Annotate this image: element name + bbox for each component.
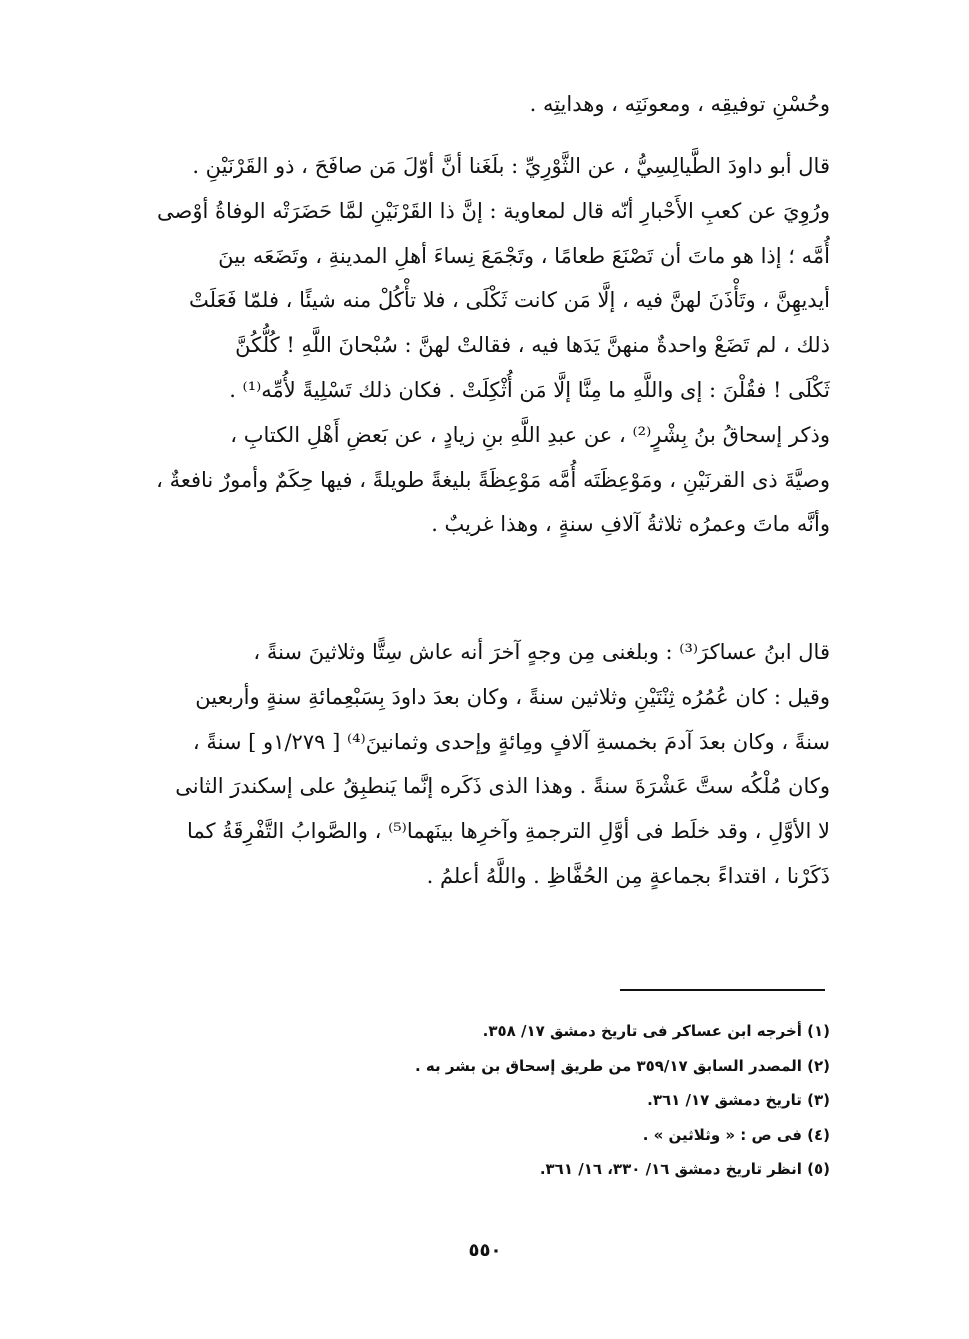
footnote-1: (١) أخرجه ابن عساكر فى تاريخ دمشق ١٧/ ٣٥٨. [482,1022,830,1040]
text-line: أُمَّه ؛ إذا هو ماتَ أن تَصْنَعَ طعامًا ، وتَجْمَعَ نِساءَ أهلِ المدينةِ ، وتَضَعَه بينَ [218,243,830,268]
text-line: قال أبو داودَ الطَّيالِسِيُّ ، عن الثَّوْرِيِّ : بلَغَنا أنَّ أوّلَ مَن صافَحَ ، ذو القَرْنَيْنِ . [192,154,830,178]
text-line: وصيَّةَ ذى القرنَيْنِ ، ومَوْعِظَتَه أُمَّه مَوْعِظَةً بليغةً طويلةً ، فيها حِكَمٌ وأمورٌ نافعةٌ ، [156,467,830,492]
text-line: ثَكْلَى ! فقُلْنَ : إى واللَّهِ ما مِنَّا إلَّا مَن أُثْكِلَتْ . فكان ذلك تَسْلِيةً لأُمِّه⁽¹⁾ . [229,377,830,402]
footnotes [330,1014,830,1187]
text-line: أيديهِنَّ ، وتَأْذَنَ لهنَّ فيه ، إلَّا مَن كانت ثَكْلَى ، فلا تأْكُلْ منه شيئًا ، فلمّا فَعَلَتْ [189,288,830,313]
footnote-4: (٤) فى ص : « وثلاثين » . [642,1125,830,1144]
footnote-5: (٥) انظر تاريخ دمشق ١٦/ ٣٣٠، ١٦/ ٣٦١. [539,1160,830,1178]
paragraph-2 [112,144,830,547]
footnote-3: (٣) تاريخ دمشق ١٧/ ٣٦١. [647,1091,830,1109]
footnote-separator [620,989,825,991]
text-line: قال ابنُ عساكرَ⁽³⁾ : وبلغنى مِن وجهٍ آخرَ أنه عاش سِتًّا وثلاثينَ سنةً ، [253,640,830,664]
text-line: وقيل : كان عُمُرُه ثِنْتَيْنِ وثلاثين سنةً ، وكان بعدَ داودَ بِسَبْعِمائةِ سنةٍ وأربعين [195,684,830,709]
footnote-2: (٢) المصدر السابق ٣٥٩/١٧ من طريق إسحاق بن بشر به . [414,1056,830,1075]
paragraph-1 [112,82,830,127]
paragraph-3 [112,630,830,899]
text-line: وكان مُلْكُه ستَّ عَشْرَةَ سنةً . وهذا الذى ذَكَره إنَّما يَنطبِقُ على إسكندرَ الثانى [175,774,830,799]
text-line: وذكر إسحاقُ بنُ بِشْرٍ⁽²⁾ ، عن عبدِ اللَّهِ بنِ زيادٍ ، عن بَعضِ أَهْلِ الكتابِ ، [230,422,830,447]
text-line: ورُوِيَ عن كعبِ الأَحْبارِ أنّه قال لمعاوية : إنَّ ذا القَرْنَيْنِ لمَّا حَضَرَتْه الوفاةُ أوْصى [157,198,830,223]
text-line: ذَكَرْنا ، اقتداءً بجماعةٍ مِن الحُفَّاظِ . واللَّهُ أعلمُ . [426,863,830,888]
page-number: ٥٥٠ [468,1240,502,1261]
text-line: ذلك ، لم تَضَعْ واحدةٌ منهنَّ يَدَها فيه ، فقالتْ لهنَّ : سُبْحانَ اللَّهِ ! كُلُّكُنَّ [235,333,830,358]
text-line: لا الأوَّلِ ، وقد خلَط فى أوَّلِ الترجمةِ وآخرِها بينَهما⁽⁵⁾ ، والصَّوابُ التَّفْرِقَةُ كما [186,819,830,844]
text-line: وحُسْنِ توفيقِه ، ومعونَتِه ، وهدايتِه . [529,92,830,116]
text-line: وأنَّه ماتَ وعمرُه ثلاثةُ آلافِ سنةٍ ، وهذا غريبٌ . [431,512,830,537]
text-line: سنةً ، وكان بعدَ آدمَ بخمسةِ آلافٍ ومِائةٍ وإحدى وثمانينَ⁽⁴⁾ [ ١/٢٧٩و ] سنةً ، [192,729,830,754]
